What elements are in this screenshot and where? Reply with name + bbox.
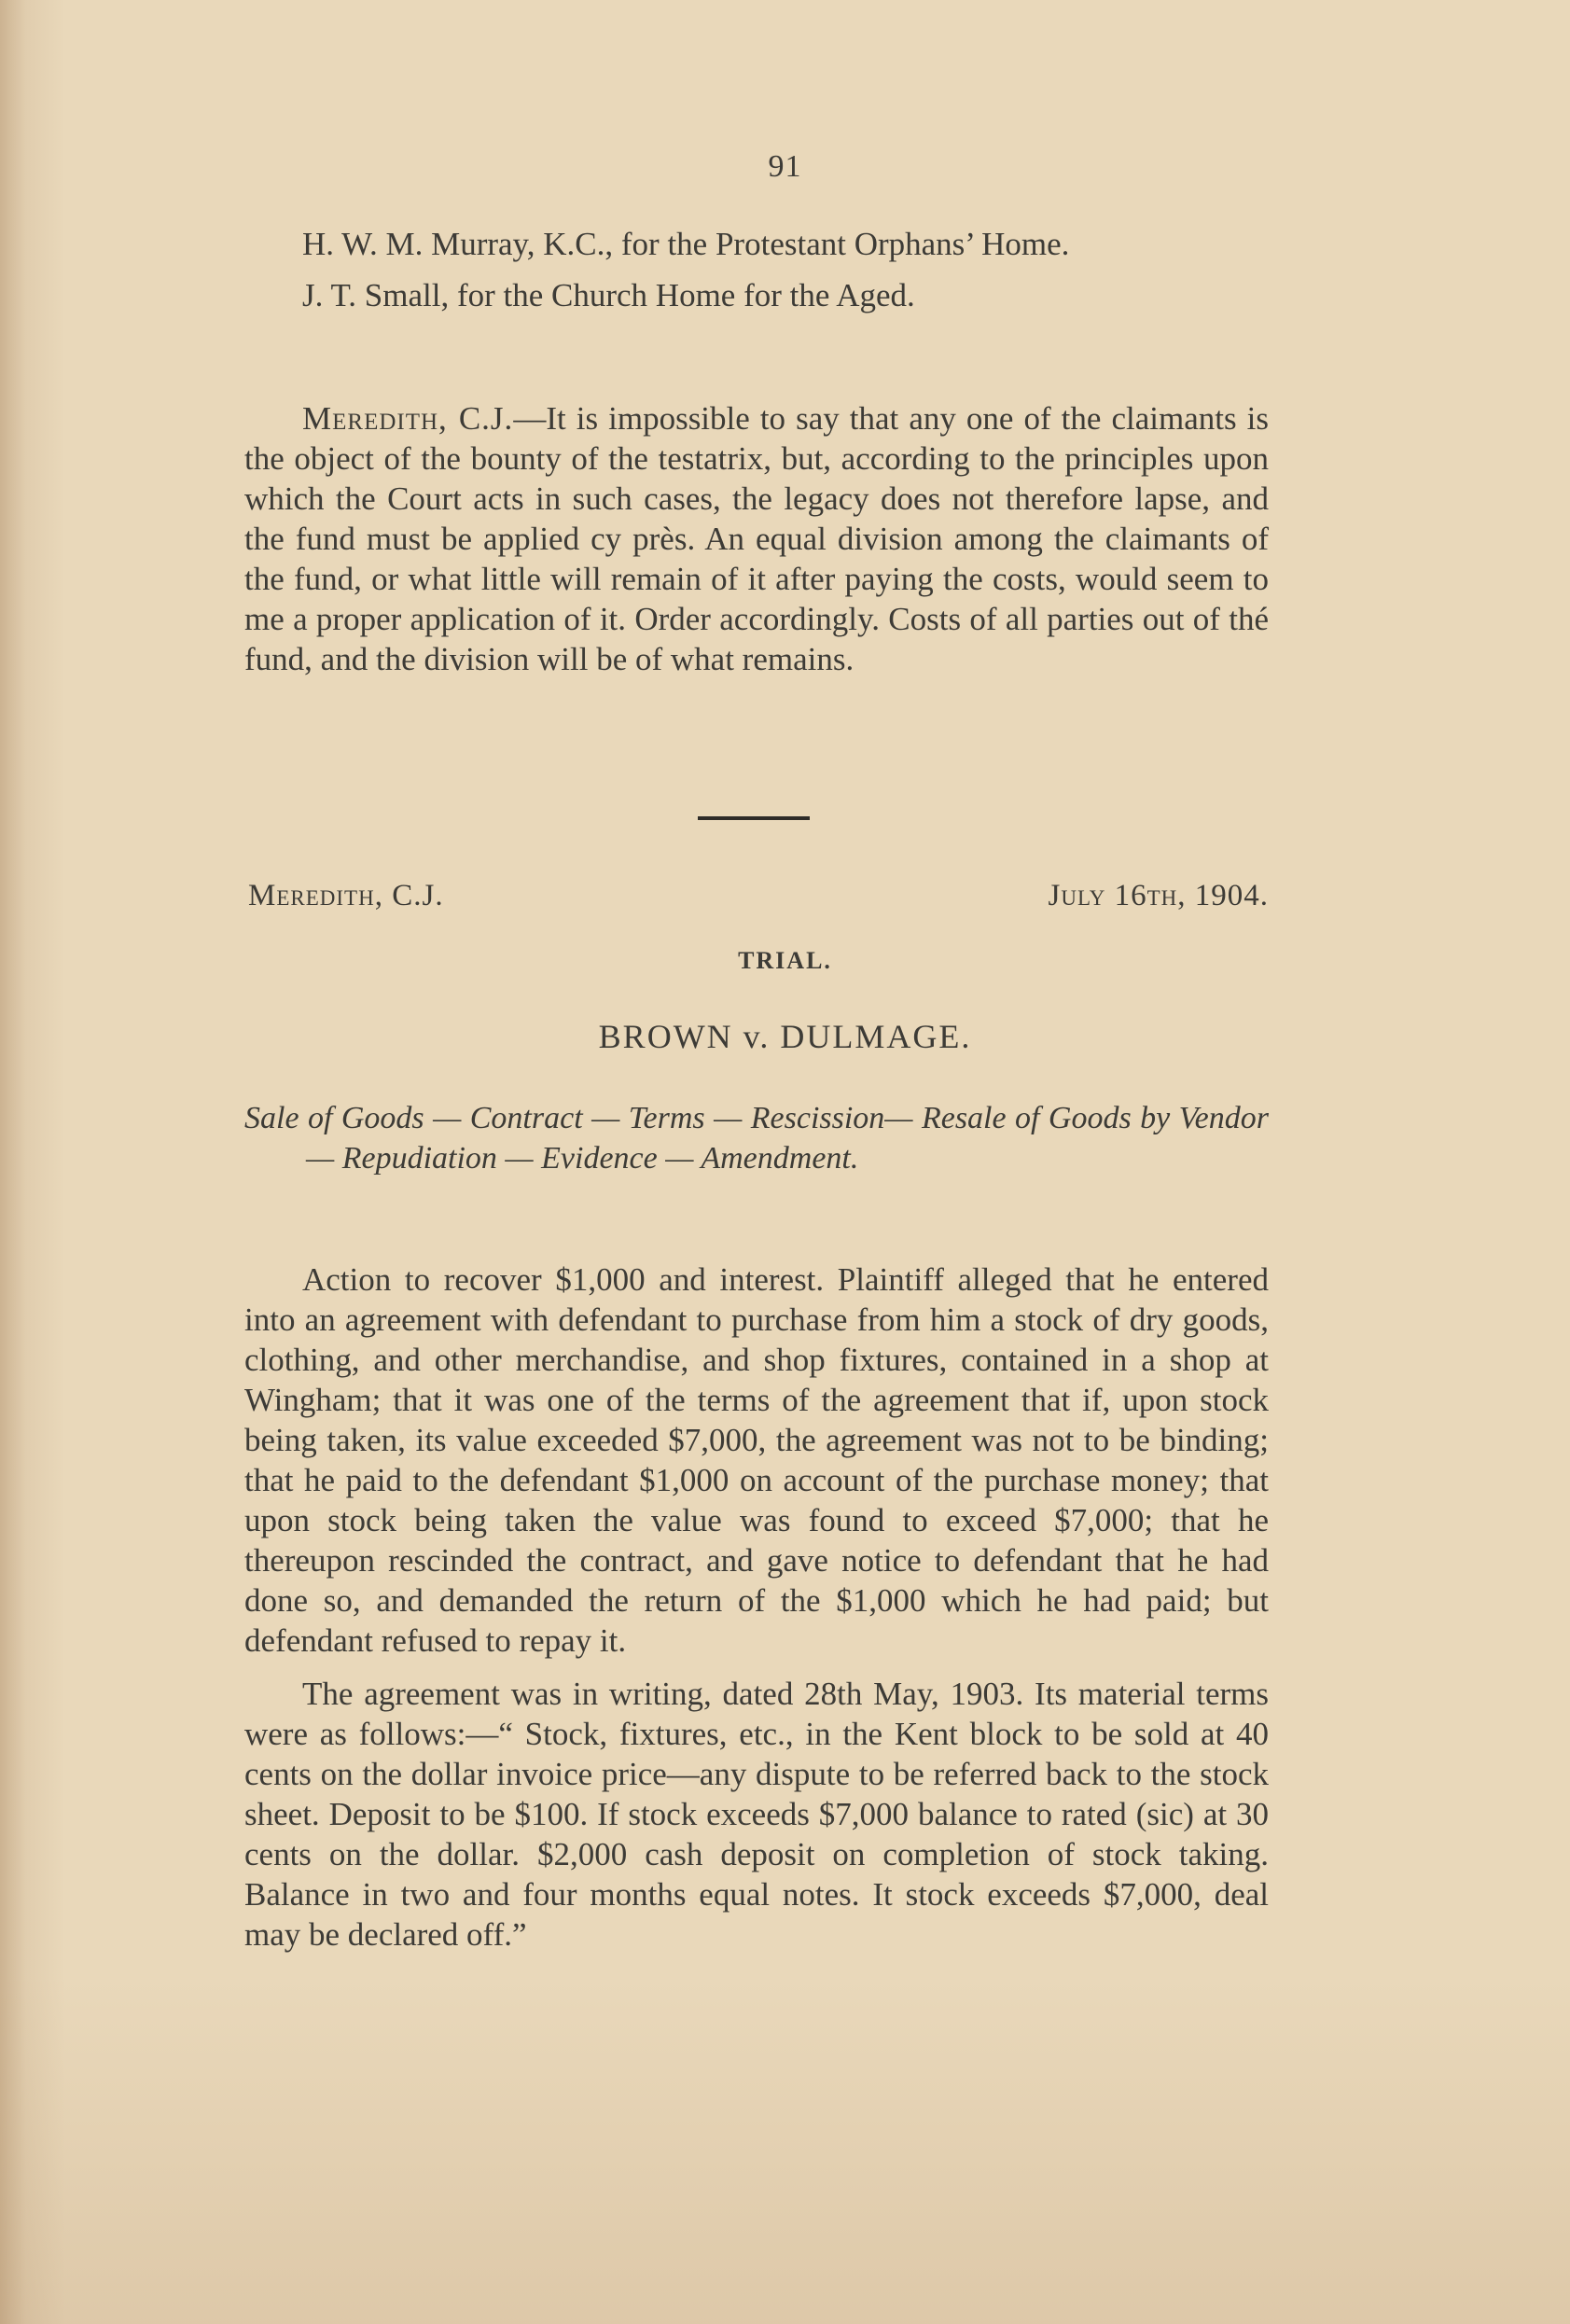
section-divider: [698, 816, 810, 820]
case-type: TRIAL.: [738, 947, 832, 974]
case-headnote: Sale of Goods — Contract — Terms — Rescission— Resale of Goods by Vendor — Repudiation — Evidence — Amendment.: [244, 1101, 1269, 1176]
case-paragraph-2: The agreement was in writing, dated 28th May, 1903. Its material terms were as follows:—“ Stock, fixtures, etc., in the Kent block to be sold at 40 cents on the dollar invoice price—any dispute to be referred back to the stock sheet. Deposit to be $100. If stock exceeds $7,000 balance to rated (sic) at 30 cents on the dollar. $2,000 cash deposit on completion of stock taking. Balance in two and four months equal notes. It stock exceeds $7,000, deal may be declared off.”: [244, 1676, 1269, 1953]
case-title: BROWN v. DULMAGE.: [598, 1018, 972, 1055]
page-number: 91: [768, 149, 802, 184]
judgment-paragraph: [244, 398, 1269, 679]
counsel-line-1: H. W. M. Murray, K.C., for the Protestant Orphans’ Home.: [302, 226, 1070, 262]
case-header: [248, 879, 1269, 913]
judgment-section: [244, 398, 1269, 679]
case-paragraph-1: Action to recover $1,000 and interest. Plaintiff alleged that he entered into an agreement with defendant to purchase from him a stock of dry goods, clothing, and other merchandise, and shop fixtures, contained in a shop at Wingham; that it was one of the terms of the agreement that if, upon stock being taken, its value exceeded $7,000, the agreement was not to be binding; that he paid to the defendant $1,000 on account of the purchase money; that upon stock being taken the value was found to exceed $7,000; that he thereupon rescinded the contract, and gave notice to defendant that he had done so, and demanded the return of the $1,000 which he had paid; but defendant refused to repay it.: [244, 1261, 1269, 1659]
counsel-line-2: J. T. Small, for the Church Home for the Aged.: [302, 277, 915, 313]
case-date: July 16th, 1904.: [1048, 879, 1269, 912]
judgment-judge-name: Meredith, C.J.: [302, 400, 514, 437]
judgment-text: —It is impossible to say that any one of the claimants is the object of the bounty of the testatrix, but, according to the principles upon which the Court acts in such cases, the legacy does not therefore lapse, and the fund must be applied cy près. An equal division among the claimants of the fund, or what little will remain of it after paying the costs, would seem to me a proper application of it. Order accordingly. Costs of all parties out of thé fund, and the division will be of what remains.: [244, 400, 1269, 677]
case-body: [244, 1259, 1269, 1955]
counsel-list: [244, 224, 1269, 315]
case-judge: Meredith, C.J.: [248, 879, 444, 912]
